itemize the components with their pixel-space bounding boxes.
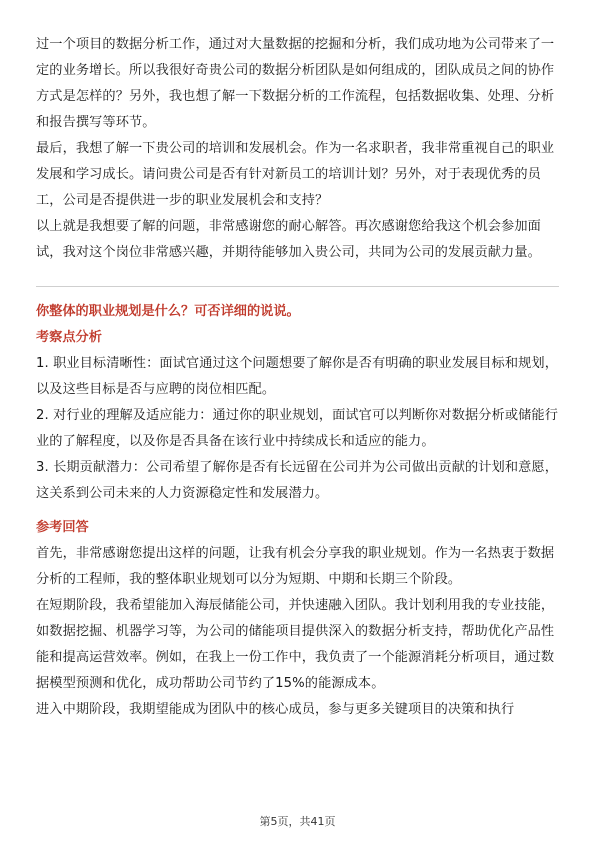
section-divider: [36, 286, 559, 287]
intro-paragraph-1: 过一个项目的数据分析工作，通过对大量数据的挖掘和分析，我们成功地为公司带来了一定的业务增长。所以我很好奇贵公司的数据分析团队是如何组成的，团队成员之间的协作方式是怎样的？另外，我也想了解一下数据分析的工作流程，包括数据收集、处理、分析和报告撰写等环节。: [36, 37, 555, 130]
analysis-heading: 考察点分析: [36, 330, 102, 345]
page-number-footer: 第5页，共41页: [259, 815, 336, 828]
analysis-point-3: 3. 长期贡献潜力：公司希望了解你是否有长远留在公司并为公司做出贡献的计划和意愿，这关系到公司未来的人力资源稳定性和发展潜力。: [36, 460, 558, 501]
analysis-point-2: 2. 对行业的理解及适应能力：通过你的职业规划，面试官可以判断你对数据分析或储能行业的了解程度，以及你是否具备在该行业中持续成长和适应的能力。: [36, 408, 558, 449]
interview-question: 你整体的职业规划是什么？可否详细的说说。: [36, 304, 300, 319]
document-page: [36, 0, 559, 723]
answer-paragraph-1: 首先，非常感谢您提出这样的问题，让我有机会分享我的职业规划。作为一名热衷于数据分析的工程师，我的整体职业规划可以分为短期、中期和长期三个阶段。: [36, 546, 555, 587]
answer-paragraph-3: 进入中期阶段，我期望能成为团队中的核心成员，参与更多关键项目的决策和执行: [36, 702, 515, 717]
answer-heading: 参考回答: [36, 520, 89, 535]
analysis-point-1: 1. 职业目标清晰性：面试官通过这个问题想要了解你是否有明确的职业发展目标和规划，以及这些目标是否与应聘的岗位相匹配。: [36, 356, 558, 397]
answer-paragraph-2: 在短期阶段，我希望能加入海辰储能公司，并快速融入团队。我计划利用我的专业技能，如数据挖掘、机器学习等，为公司的储能项目提供深入的数据分析支持，帮助优化产品性能和提高运营效率。例如，在我上一份工作中，我负责了一个能源消耗分析项目，通过数据模型预测和优化，成功帮助公司节约了15%的能源成本。: [36, 598, 555, 691]
intro-paragraph-2: 最后，我想了解一下贵公司的培训和发展机会。作为一名求职者，我非常重视自己的职业发展和学习成长。请问贵公司是否有针对新员工的培训计划？另外，对于表现优秀的员工，公司是否提供进一步的职业发展机会和支持？: [36, 141, 555, 208]
intro-paragraph-3: 以上就是我想要了解的问题，非常感谢您的耐心解答。再次感谢您给我这个机会参加面试，我对这个岗位非常感兴趣，并期待能够加入贵公司，共同为公司的发展贡献力量。: [36, 219, 541, 260]
section-gap: [36, 507, 559, 515]
